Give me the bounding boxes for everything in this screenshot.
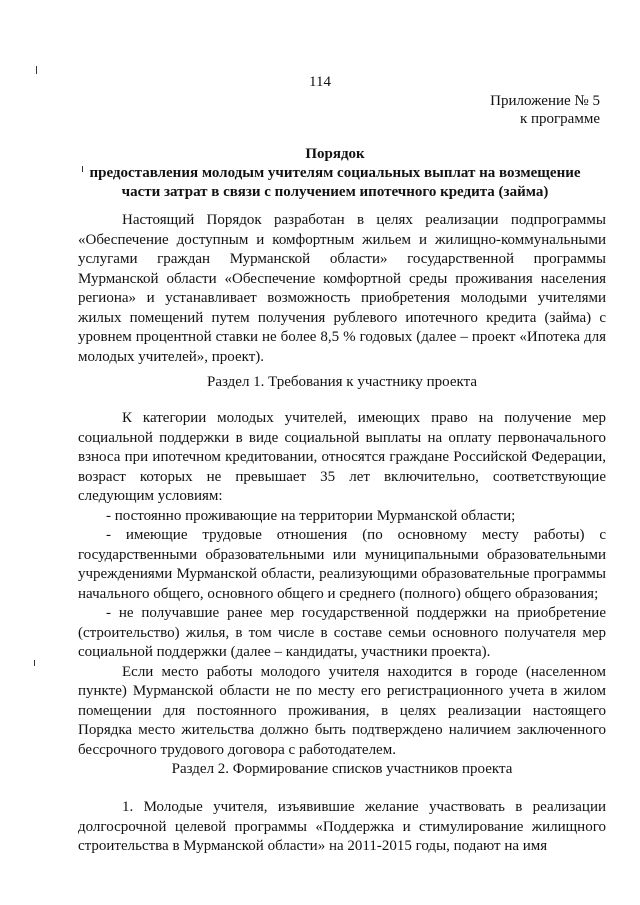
- scan-artifact: [36, 66, 37, 74]
- section-1-item-1: - постоянно проживающие на территории Мурманской области;: [106, 507, 516, 524]
- scan-artifact: [34, 660, 35, 666]
- section-1-body: [78, 409, 606, 760]
- page-number: 114: [309, 74, 331, 90]
- section-2-body: [78, 798, 606, 857]
- appendix-line-2: к программе: [519, 111, 600, 127]
- section-1: [78, 373, 606, 393]
- document-title: [70, 145, 600, 202]
- section-1-item-2: - имеющие трудовые отношения (по основному месту работы) с государственными образовательными или муниципальными образовательными учреждениями Мурманской области, реализующими образовательные программы начального общего, основного общего и среднего (полного) общего образования;: [78, 527, 606, 602]
- title-line-1: Порядок: [305, 146, 365, 162]
- section-1-paragraph-1: К категории молодых учителей, имеющих право на получение мер социальной поддержки в виде социальной выплаты на оплату первоначального взноса при ипотечном кредитовании, относятся граждане Российской Федерации, возраст которых не превышает 35 лет включительно, соответствующие следующим условиям:: [78, 410, 606, 504]
- section-1-item-3: - не получавшие ранее мер государственной поддержки на приобретение (строительство) жилья, в том числе в составе семьи основного получателя мер социальной поддержки (далее – кандидаты, участники проекта).: [78, 605, 606, 660]
- section-2: [78, 760, 606, 780]
- section-2-paragraph-1: 1. Молодые учителя, изъявившие желание участвовать в реализации долгосрочной целевой программы «Поддержка и стимулирование жилищного строительства в Мурманской области» на 2011-2015 годы, подают на имя: [78, 799, 606, 854]
- intro-paragraph: Настоящий Порядок разработан в целях реализации подпрограммы «Обеспечение доступным и комфортным жильем и жилищно-коммунальными услугами граждан Мурманской области» государственной программы Мурманской области «Обеспечение комфортной среды проживания населения региона» и устанавливает возможность приобретения молодыми учителями жилых помещений путем получения рублевого ипотечного кредита (займа) с уровнем процентной ставки не более 8,5 % годовых (далее – проект «Ипотека для молодых учителей», проект).: [78, 212, 606, 365]
- appendix-line-1: Приложение № 5: [490, 93, 600, 109]
- title-line-2: предоставления молодым учителям социальных выплат на возмещение: [89, 165, 581, 181]
- scan-artifact: [82, 166, 83, 172]
- intro-block: [78, 211, 606, 367]
- section-2-heading: Раздел 2. Формирование списков участников проекта: [171, 761, 513, 777]
- section-1-paragraph-2: Если место работы молодого учителя находится в городе (населенном пункте) Мурманской области не по месту его регистрационного учета в жилом помещении для постоянного проживания, в целях реализации настоящего Порядка место жительства должно быть подтверждено наличием заключенного бессрочного трудового договора с работодателем.: [78, 663, 606, 758]
- title-line-3: части затрат в связи с получением ипотечного кредита (займа): [121, 184, 549, 200]
- appendix-label: [490, 92, 600, 128]
- section-1-heading: Раздел 1. Требования к участнику проекта: [207, 374, 477, 390]
